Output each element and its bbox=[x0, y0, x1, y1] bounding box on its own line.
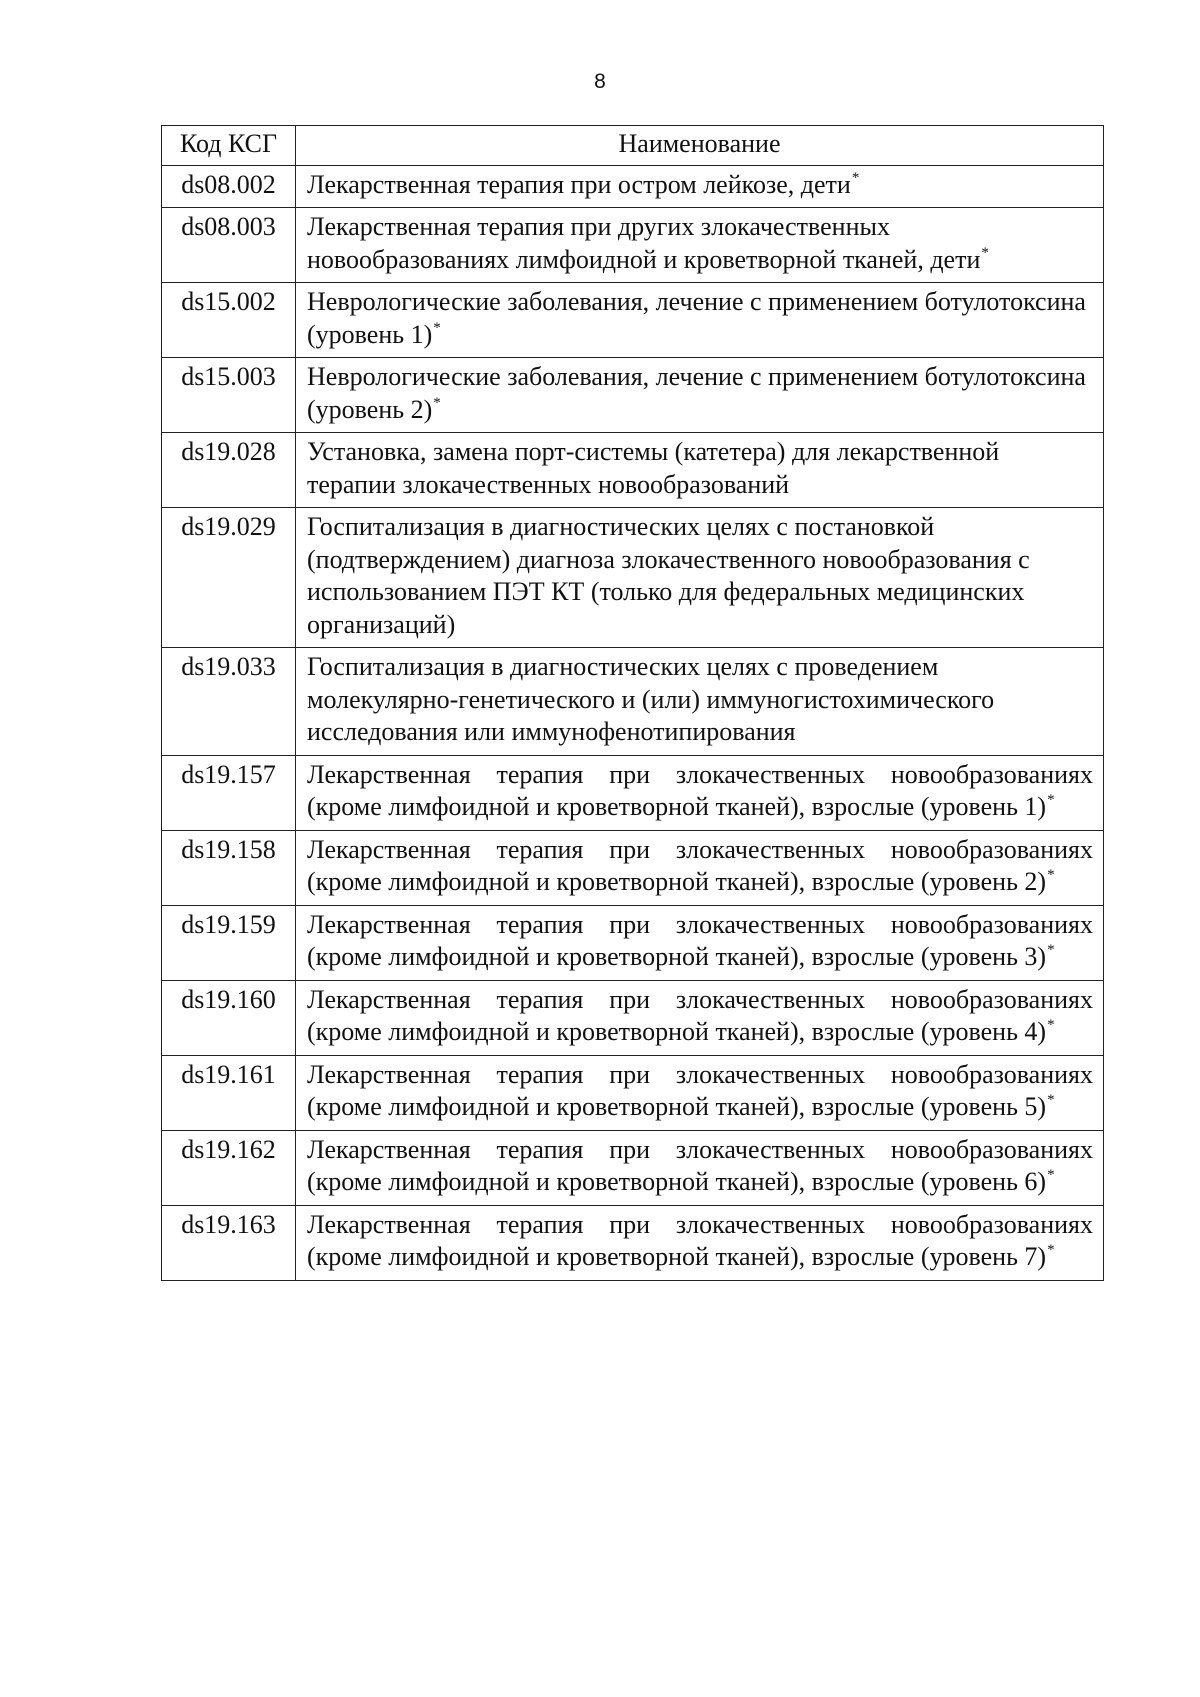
footnote-mark: * bbox=[1047, 792, 1055, 808]
header-code: Код КСГ bbox=[162, 126, 296, 166]
page-number: 8 bbox=[594, 70, 606, 93]
table-row bbox=[162, 1205, 1104, 1280]
table-row bbox=[162, 433, 1104, 508]
table-row bbox=[162, 648, 1104, 756]
row-code: ds19.163 bbox=[162, 1205, 296, 1280]
row-name-cell bbox=[296, 165, 1104, 208]
footnote-mark: * bbox=[1047, 1092, 1055, 1108]
row-name: Неврологические заболевания, лечение с применением ботулотоксина (уровень 2) bbox=[307, 362, 1086, 424]
table-row bbox=[162, 165, 1104, 208]
table-row bbox=[162, 208, 1104, 283]
row-name: Установка, замена порт-системы (катетера) для лекарственной терапии злокачественных новообразований bbox=[307, 437, 1000, 499]
row-code: ds08.003 bbox=[162, 208, 296, 283]
row-name: Госпитализация в диагностических целях с проведением молекулярно-генетического и (или) иммуногистохимического исследования или иммунофенотипирования bbox=[307, 652, 995, 746]
row-name-cell bbox=[296, 208, 1104, 283]
row-name-cell bbox=[296, 358, 1104, 433]
table-header-row bbox=[162, 126, 1104, 166]
footnote-mark: * bbox=[851, 169, 860, 186]
row-name: Неврологические заболевания, лечение с применением ботулотоксина (уровень 1) bbox=[307, 287, 1086, 349]
row-code: ds15.003 bbox=[162, 358, 296, 433]
row-code: ds19.033 bbox=[162, 648, 296, 756]
row-name-cell bbox=[296, 1205, 1104, 1280]
row-name-cell bbox=[296, 980, 1104, 1055]
row-code: ds19.158 bbox=[162, 830, 296, 905]
footnote-mark: * bbox=[1047, 1017, 1055, 1033]
row-name: Лекарственная терапия при остром лейкозе, дети bbox=[307, 169, 851, 199]
table-row bbox=[162, 830, 1104, 905]
row-name: Лекарственная терапия при злокачественных новообразованиях (кроме лимфоидной и кроветворной тканей), взрослые (уровень 7) bbox=[307, 1209, 1093, 1271]
row-code: ds19.162 bbox=[162, 1130, 296, 1205]
table-body bbox=[162, 165, 1104, 1280]
footnote-mark: * bbox=[433, 394, 441, 411]
row-name-cell bbox=[296, 755, 1104, 830]
row-code: ds08.002 bbox=[162, 165, 296, 208]
row-name: Лекарственная терапия при злокачественных новообразованиях (кроме лимфоидной и кроветворной тканей), взрослые (уровень 3) bbox=[307, 909, 1093, 971]
row-name: Лекарственная терапия при злокачественных новообразованиях (кроме лимфоидной и кроветворной тканей), взрослые (уровень 1) bbox=[307, 759, 1093, 821]
row-name-cell bbox=[296, 433, 1104, 508]
table-row bbox=[162, 1055, 1104, 1130]
row-name-cell bbox=[296, 830, 1104, 905]
row-code: ds19.160 bbox=[162, 980, 296, 1055]
table-row bbox=[162, 358, 1104, 433]
footnote-mark: * bbox=[1047, 1167, 1055, 1183]
row-code: ds15.002 bbox=[162, 283, 296, 358]
table-row bbox=[162, 508, 1104, 648]
table-row bbox=[162, 905, 1104, 980]
row-name: Госпитализация в диагностических целях с постановкой (подтверждением) диагноза злокачественного новообразования с использованием ПЭТ КТ (только для федеральных медицинских организаций) bbox=[307, 512, 1030, 639]
row-code: ds19.029 bbox=[162, 508, 296, 648]
row-name: Лекарственная терапия при злокачественных новообразованиях (кроме лимфоидной и кроветворной тканей), взрослые (уровень 6) bbox=[307, 1134, 1093, 1196]
footnote-mark: * bbox=[433, 319, 441, 336]
row-name-cell bbox=[296, 1055, 1104, 1130]
row-code: ds19.161 bbox=[162, 1055, 296, 1130]
table-row bbox=[162, 1130, 1104, 1205]
row-code: ds19.159 bbox=[162, 905, 296, 980]
table-row bbox=[162, 755, 1104, 830]
row-name-cell bbox=[296, 508, 1104, 648]
row-name: Лекарственная терапия при злокачественных новообразованиях (кроме лимфоидной и кроветворной тканей), взрослые (уровень 5) bbox=[307, 1059, 1093, 1121]
table-row bbox=[162, 283, 1104, 358]
row-code: ds19.028 bbox=[162, 433, 296, 508]
footnote-mark: * bbox=[1047, 867, 1055, 883]
header-name: Наименование bbox=[296, 126, 1104, 166]
table-row bbox=[162, 980, 1104, 1055]
row-name-cell bbox=[296, 905, 1104, 980]
footnote-mark: * bbox=[1047, 1242, 1055, 1258]
footnote-mark: * bbox=[1047, 942, 1055, 958]
row-name-cell bbox=[296, 1130, 1104, 1205]
row-name: Лекарственная терапия при других злокачественных новообразованиях лимфоидной и кроветворной тканей, дети bbox=[307, 212, 981, 274]
row-name: Лекарственная терапия при злокачественных новообразованиях (кроме лимфоидной и кроветворной тканей), взрослые (уровень 4) bbox=[307, 984, 1093, 1046]
row-name-cell bbox=[296, 283, 1104, 358]
row-name: Лекарственная терапия при злокачественных новообразованиях (кроме лимфоидной и кроветворной тканей), взрослые (уровень 2) bbox=[307, 834, 1093, 896]
row-code: ds19.157 bbox=[162, 755, 296, 830]
ksg-table bbox=[161, 125, 1104, 1281]
row-name-cell bbox=[296, 648, 1104, 756]
footnote-mark: * bbox=[981, 244, 989, 261]
